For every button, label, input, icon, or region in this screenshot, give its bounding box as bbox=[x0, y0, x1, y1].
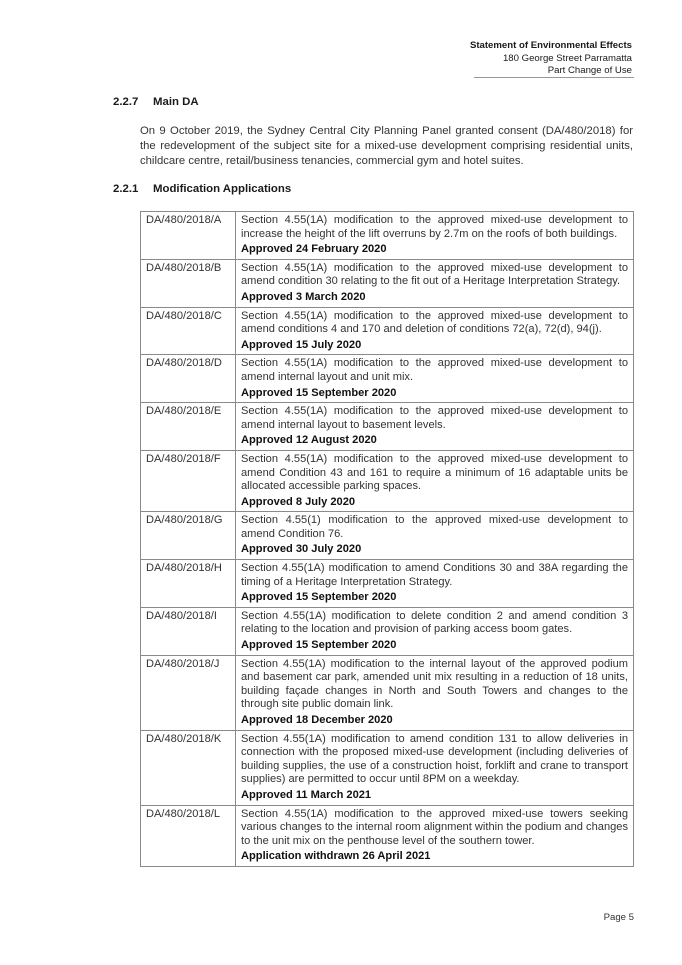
table-row bbox=[141, 403, 634, 451]
table-row bbox=[141, 450, 634, 511]
table-row bbox=[141, 512, 634, 560]
modification-status: Approved 11 March 2021 bbox=[241, 788, 372, 801]
modification-cell bbox=[236, 355, 634, 403]
modification-description: Section 4.55(1A) modification to the approved mixed-use development to amend condition 30 relating to the fit out of a Heritage Interpretation Strategy. bbox=[241, 261, 628, 288]
table-row bbox=[141, 560, 634, 608]
document-title: Statement of Environmental Effects bbox=[469, 40, 632, 51]
table-row bbox=[141, 307, 634, 355]
modification-status: Approved 15 September 2020 bbox=[241, 591, 397, 604]
modification-description: Section 4.55(1A) modification to amend Conditions 30 and 38A regarding the timing of a Heritage Interpretation Strategy. bbox=[241, 562, 628, 588]
modification-status: Approved 3 March 2020 bbox=[241, 290, 366, 303]
modification-cell bbox=[236, 212, 634, 260]
modification-ref: DA/480/2018/C bbox=[141, 307, 236, 355]
document-address: 180 George Street Parramatta bbox=[502, 52, 632, 64]
modification-ref: DA/480/2018/J bbox=[141, 655, 236, 730]
modification-description: Section 4.55(1A) modification to the approved mixed-use towers seeking various changes to the internal room alignment within the podium and changes to the unit mix on the penthouse level of the southern tower. bbox=[241, 807, 628, 847]
table-row bbox=[141, 655, 634, 730]
modification-description: Section 4.55(1A) modification to the approved mixed-use development to amend Condition 43 and 161 to require a minimum of 16 adaptable units be allocated accessible parking spaces. bbox=[241, 452, 628, 493]
modification-cell bbox=[236, 512, 634, 560]
modification-cell bbox=[236, 403, 634, 451]
modification-ref: DA/480/2018/D bbox=[141, 355, 236, 403]
section-heading-main-da bbox=[113, 96, 199, 108]
header-divider bbox=[474, 77, 634, 78]
modification-cell bbox=[236, 607, 634, 655]
modification-cell bbox=[236, 655, 634, 730]
document-subtitle: Part Change of Use bbox=[547, 65, 632, 76]
modification-description: Section 4.55(1) modification to the approved mixed-use development to amend Condition 76. bbox=[241, 514, 628, 540]
modification-cell bbox=[236, 259, 634, 307]
modification-ref: DA/480/2018/G bbox=[141, 512, 236, 560]
table-row bbox=[141, 212, 634, 260]
modification-description: Section 4.55(1A) modification to the approved mixed-use development to amend conditions 4 and 170 and deletion of conditions 72(a), 72(d), 94(j). bbox=[241, 309, 628, 336]
page-header bbox=[470, 40, 632, 78]
section-number: 2.2.7 bbox=[113, 96, 139, 108]
modification-status: Approved 15 July 2020 bbox=[241, 338, 362, 351]
modification-cell bbox=[236, 450, 634, 511]
modification-status: Approved 15 September 2020 bbox=[241, 386, 397, 399]
table-row bbox=[141, 805, 634, 866]
modification-status: Approved 15 September 2020 bbox=[241, 639, 397, 652]
table-row bbox=[141, 607, 634, 655]
modification-description: Section 4.55(1A) modification to the approved mixed-use development to amend internal layout and unit mix. bbox=[241, 357, 628, 383]
section-number: 2.2.1 bbox=[113, 183, 139, 195]
table-row bbox=[141, 355, 634, 403]
modification-description: Section 4.55(1A) modification to the approved mixed-use development to increase the height of the lift overruns by 2.7m on the roofs of both buildings. bbox=[241, 214, 628, 240]
page-number: Page 5 bbox=[603, 912, 634, 923]
section-title: Modification Applications bbox=[153, 183, 292, 195]
modification-status: Approved 24 February 2020 bbox=[241, 243, 387, 256]
modification-description: Section 4.55(1A) modification to amend condition 131 to allow deliveries in connection with the proposed mixed-use development (including deliveries of building supplies, the use of a construction hoist, forklift and crane to transport supplies) are permitted to occur until 8PM on a weekday. bbox=[241, 732, 628, 786]
modification-ref: DA/480/2018/F bbox=[141, 450, 236, 511]
modification-ref: DA/480/2018/K bbox=[141, 730, 236, 805]
modifications-table bbox=[140, 211, 634, 867]
modification-status: Application withdrawn 26 April 2021 bbox=[241, 850, 431, 863]
modification-status: Approved 18 December 2020 bbox=[241, 714, 393, 726]
modification-cell bbox=[236, 805, 634, 866]
modification-ref: DA/480/2018/E bbox=[141, 403, 236, 451]
modification-cell bbox=[236, 307, 634, 355]
modification-cell bbox=[236, 560, 634, 608]
main-da-paragraph: On 9 October 2019, the Sydney Central City Planning Panel granted consent (DA/480/2018) for the redevelopment of the subject site for a mixed-use development comprising residential units, childcare centre, retail/business tenancies, commercial gym and hotel suites. bbox=[140, 125, 633, 167]
section-title: Main DA bbox=[153, 96, 199, 108]
modification-ref: DA/480/2018/A bbox=[141, 212, 236, 260]
modification-ref: DA/480/2018/H bbox=[141, 560, 236, 608]
modification-cell bbox=[236, 730, 634, 805]
modification-ref: DA/480/2018/I bbox=[141, 607, 236, 655]
modification-description: Section 4.55(1A) modification to the approved mixed-use development to amend internal layout to basement levels. bbox=[241, 405, 628, 431]
modification-ref: DA/480/2018/L bbox=[141, 805, 236, 866]
modification-description: Section 4.55(1A) modification to delete condition 2 and amend condition 3 relating to the location and provision of parking access boom gates. bbox=[241, 609, 628, 636]
modification-status: Approved 8 July 2020 bbox=[241, 495, 356, 508]
modification-status: Approved 12 August 2020 bbox=[241, 434, 377, 447]
modification-status: Approved 30 July 2020 bbox=[241, 543, 362, 556]
table-row bbox=[141, 730, 634, 805]
section-heading-modifications bbox=[113, 183, 291, 195]
modification-description: Section 4.55(1A) modification to the internal layout of the approved podium and basement car park, amended unit mix resulting in a reduction of 18 units, building façade changes in North and South Towers and changes to the through site public domain link. bbox=[241, 657, 628, 711]
modification-ref: DA/480/2018/B bbox=[141, 259, 236, 307]
table-row bbox=[141, 259, 634, 307]
